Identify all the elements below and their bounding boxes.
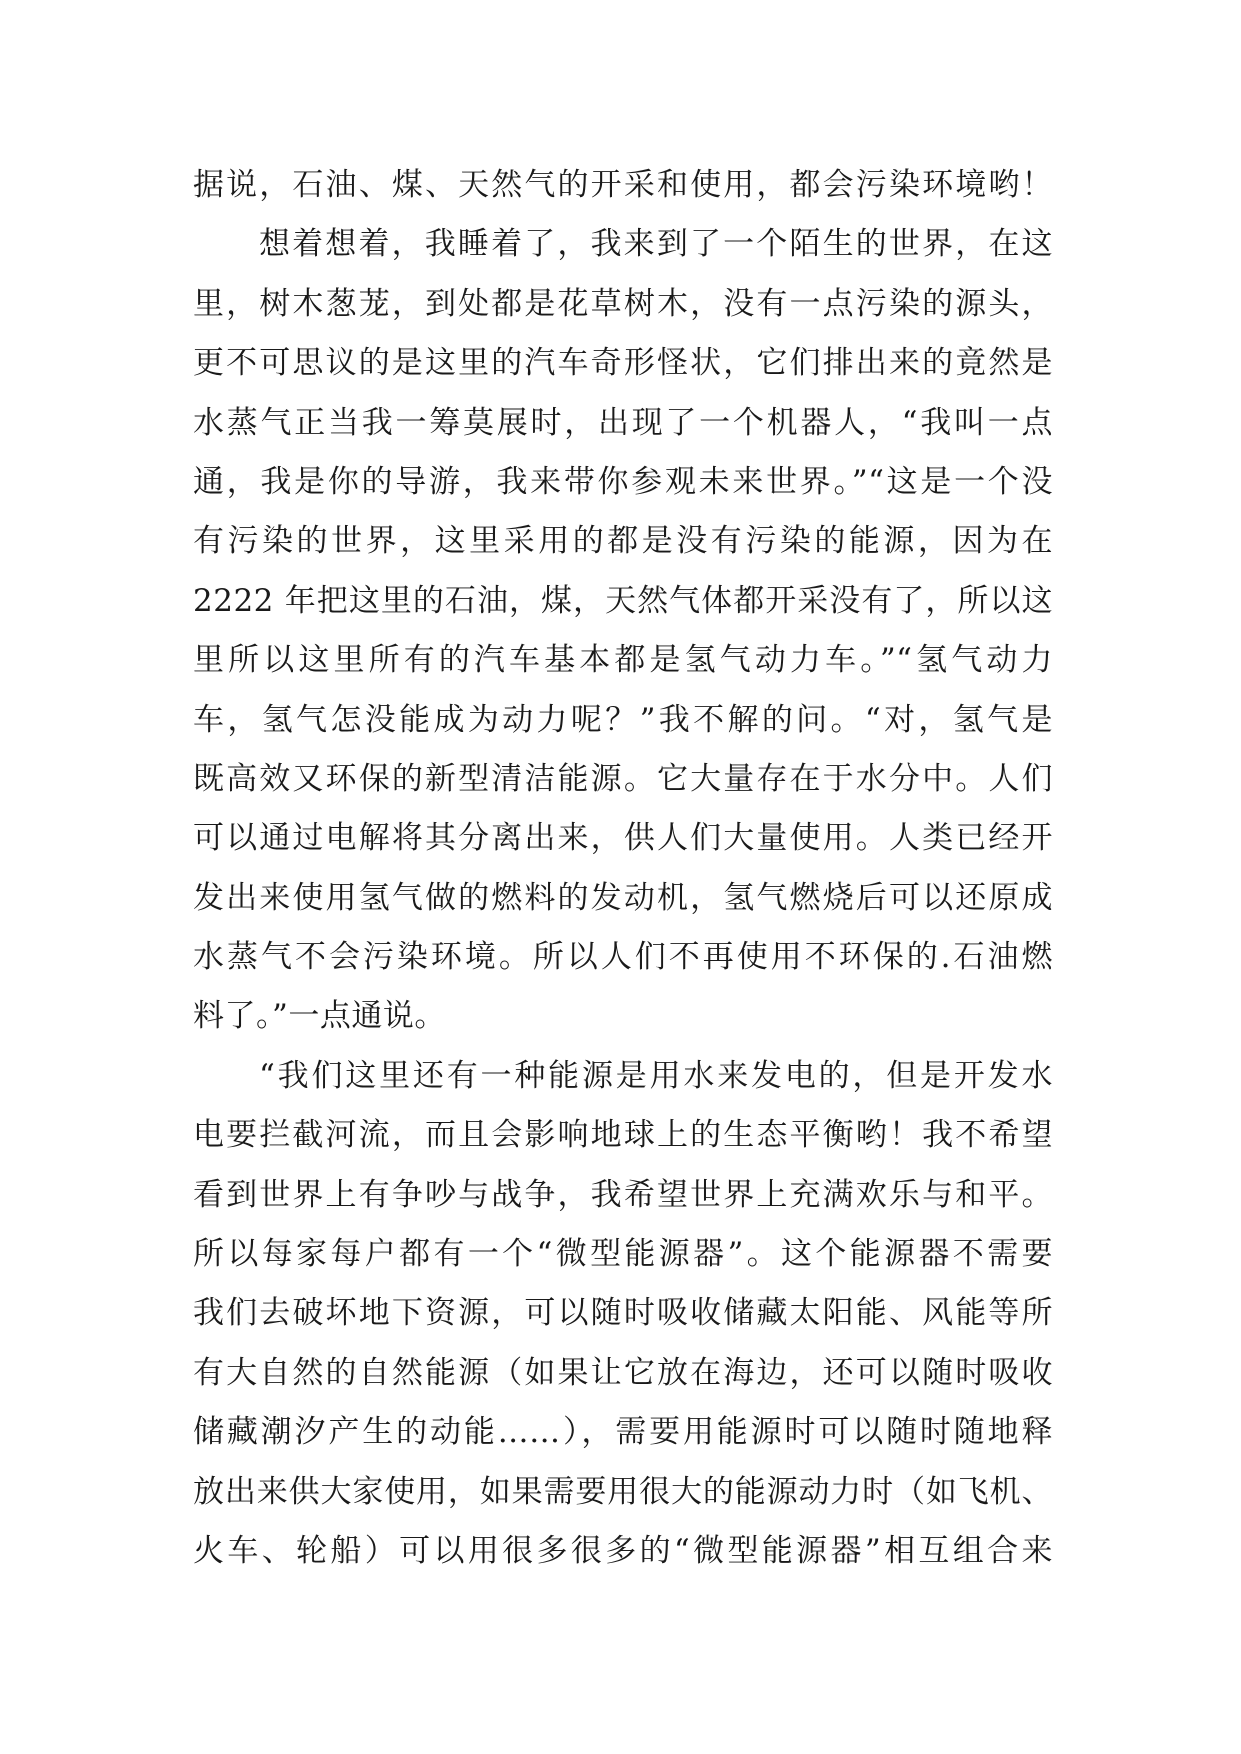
text-line: 储藏潮汐产生的动能……），需要用能源时可以随时随地释 — [193, 1414, 1053, 1451]
text-line: 料了。”一点通说。 — [193, 998, 446, 1035]
text-line: 发出来使用氢气做的燃料的发动机，氢气燃烧后可以还原成 — [193, 879, 1053, 916]
text-line: 电要拦截河流，而且会影响地球上的生态平衡哟！我不希望 — [193, 1117, 1053, 1154]
text-line: 2222 年把这里的石油，煤，天然气体都开采没有了，所以这 — [193, 582, 1053, 619]
text-line: 看到世界上有争吵与战争，我希望世界上充满欢乐与和平。 — [193, 1176, 1053, 1213]
text-line: 更不可思议的是这里的汽车奇形怪状，它们排出来的竟然是 — [193, 345, 1053, 382]
text-line: 想着想着，我睡着了，我来到了一个陌生的世界，在这 — [259, 226, 1053, 263]
text-line: 有大自然的自然能源（如果让它放在海边，还可以随时吸收 — [193, 1354, 1053, 1391]
text-line: 车，氢气怎没能成为动力呢？”我不解的问。“对，氢气是 — [193, 701, 1053, 738]
text-line: “我们这里还有一种能源是用水来发电的，但是开发水 — [259, 1057, 1053, 1094]
text-line: 放出来供大家使用，如果需要用很大的能源动力时（如飞机、 — [193, 1473, 1053, 1510]
text-line: 通，我是你的导游，我来带你参观未来世界。”“这是一个没 — [193, 463, 1053, 500]
document-body — [193, 156, 1053, 1581]
text-line: 水蒸气不会污染环境。所以人们不再使用不环保的.石油燃 — [193, 939, 1053, 976]
text-line: 有污染的世界，这里采用的都是没有污染的能源，因为在 — [193, 523, 1053, 560]
text-line: 里，树木葱茏，到处都是花草树木，没有一点污染的源头， — [193, 285, 1053, 322]
text-line: 水蒸气正当我一筹莫展时，出现了一个机器人，“我叫一点 — [193, 404, 1053, 441]
text-line: 所以每家每户都有一个“微型能源器”。这个能源器不需要 — [193, 1236, 1053, 1273]
text-line: 火车、轮船）可以用很多很多的“微型能源器”相互组合来 — [193, 1532, 1053, 1569]
text-line: 可以通过电解将其分离出来，供人们大量使用。人类已经开 — [193, 820, 1053, 857]
text-line: 据说，石油、煤、天然气的开采和使用，都会污染环境哟！ — [193, 167, 1053, 203]
text-line: 既高效又环保的新型清洁能源。它大量存在于水分中。人们 — [193, 760, 1053, 797]
text-line: 里所以这里所有的汽车基本都是氢气动力车。”“氢气动力 — [193, 642, 1053, 679]
text-line: 我们去破坏地下资源，可以随时吸收储藏太阳能、风能等所 — [193, 1295, 1053, 1332]
